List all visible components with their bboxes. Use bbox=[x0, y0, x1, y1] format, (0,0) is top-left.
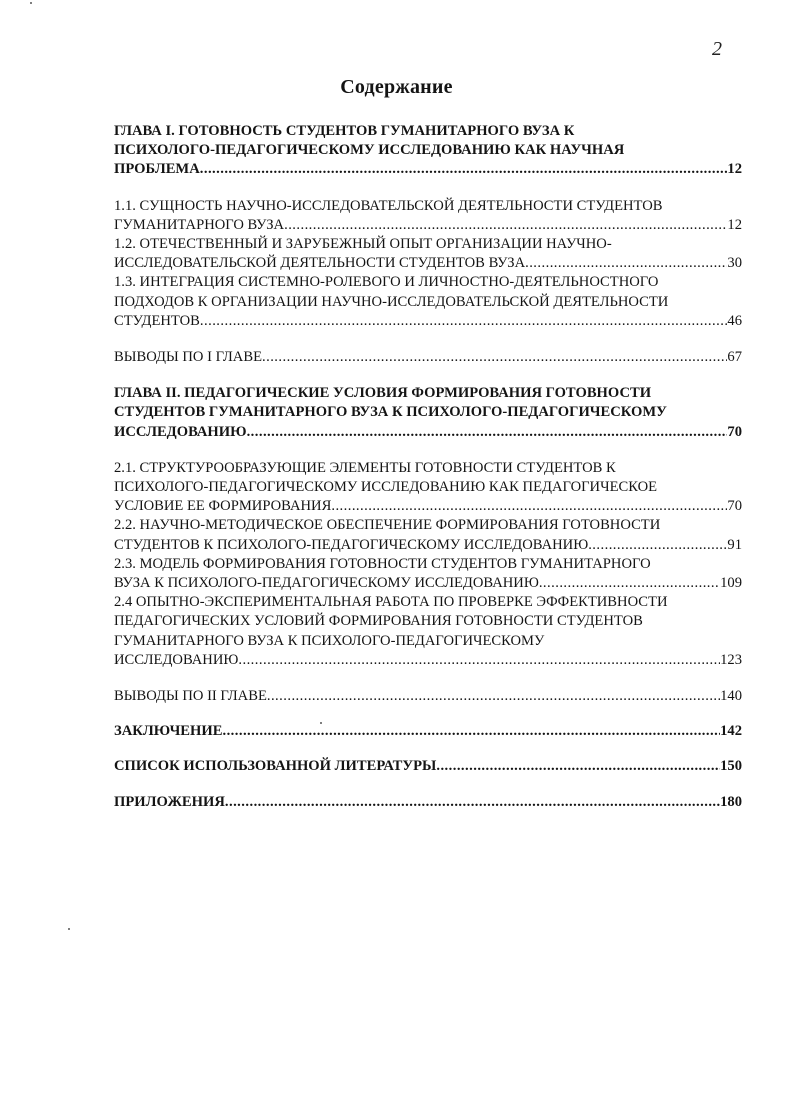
toc-entry-page-number: 91 bbox=[727, 536, 742, 553]
toc-entry-page-number: 109 bbox=[720, 575, 742, 592]
scan-speck bbox=[30, 2, 32, 4]
table-of-contents bbox=[114, 122, 742, 812]
toc-entry-line: 1.3. ИНТЕГРАЦИЯ СИСТЕМНО-РОЛЕВОГО И ЛИЧНОСТНО-ДЕЯТЕЛЬНОСТНОГО bbox=[114, 274, 659, 291]
toc-entry-line: 2.4 ОПЫТНО-ЭКСПЕРИМЕНТАЛЬНАЯ РАБОТА ПО ПРОВЕРКЕ ЭФФЕКТИВНОСТИ bbox=[114, 594, 668, 611]
toc-entry-page-number: 70 bbox=[727, 423, 742, 440]
dot-leader bbox=[588, 536, 727, 555]
toc-entry-leader-line bbox=[114, 757, 742, 776]
toc-entry bbox=[114, 235, 742, 273]
toc-entry bbox=[114, 459, 742, 517]
dot-leader bbox=[247, 423, 728, 442]
toc-entry bbox=[114, 384, 742, 442]
toc-entry bbox=[114, 516, 742, 554]
toc-entry-page-number: 12 bbox=[727, 216, 742, 233]
toc-entry-line: 2.3. МОДЕЛЬ ФОРМИРОВАНИЯ ГОТОВНОСТИ СТУДЕНТОВ ГУМАНИТАРНОГО bbox=[114, 555, 651, 572]
dot-leader bbox=[262, 348, 727, 367]
toc-entry-page-number: 30 bbox=[727, 255, 742, 272]
toc-entry-line: ПСИХОЛОГО-ПЕДАГОГИЧЕСКОМУ ИССЛЕДОВАНИЮ КАК ПЕДАГОГИЧЕСКОЕ bbox=[114, 479, 658, 496]
page-title: Содержание bbox=[340, 76, 453, 98]
toc-entry-leader-line bbox=[114, 312, 742, 331]
page-number: 2 bbox=[712, 38, 722, 60]
toc-entry-title: ИССЛЕДОВАНИЮ bbox=[114, 423, 247, 440]
toc-entry-page-number: 46 bbox=[727, 312, 742, 329]
toc-entry-title: ВЫВОДЫ ПО I ГЛАВЕ bbox=[114, 349, 262, 366]
toc-entry-title: ИССЛЕДОВАТЕЛЬСКОЙ ДЕЯТЕЛЬНОСТИ СТУДЕНТОВ ВУЗА bbox=[114, 255, 526, 272]
toc-entry-line: ПСИХОЛОГО-ПЕДАГОГИЧЕСКОМУ ИССЛЕДОВАНИЮ КАК НАУЧНАЯ bbox=[114, 142, 625, 159]
toc-entry-leader-line bbox=[114, 722, 742, 741]
toc-entry-title: ПРОБЛЕМА bbox=[114, 161, 200, 178]
dot-leader bbox=[525, 254, 727, 273]
toc-entry-line: ГЛАВА II. ПЕДАГОГИЧЕСКИЕ УСЛОВИЯ ФОРМИРОВАНИЯ ГОТОВНОСТИ bbox=[114, 385, 652, 402]
dot-leader bbox=[436, 757, 720, 776]
toc-entry-line: ГУМАНИТАРНОГО ВУЗА К ПСИХОЛОГО-ПЕДАГОГИЧЕСКОМУ bbox=[114, 632, 545, 649]
dot-leader bbox=[267, 687, 720, 706]
toc-entry-page-number: 140 bbox=[720, 688, 742, 705]
toc-entry bbox=[114, 793, 742, 812]
toc-entry-title: ИССЛЕДОВАНИЮ bbox=[114, 651, 239, 668]
toc-entry-leader-line bbox=[114, 687, 742, 706]
toc-entry-line: ПОДХОДОВ К ОРГАНИЗАЦИИ НАУЧНО-ИССЛЕДОВАТЕЛЬСКОЙ ДЕЯТЕЛЬНОСТИ bbox=[114, 293, 669, 310]
toc-entry bbox=[114, 687, 742, 706]
toc-entry bbox=[114, 273, 742, 331]
dot-leader bbox=[284, 216, 727, 235]
toc-entry-page-number: 180 bbox=[720, 793, 742, 810]
toc-entry-title: ЗАКЛЮЧЕНИЕ bbox=[114, 723, 223, 740]
toc-entry-title: ВЫВОДЫ ПО II ГЛАВЕ bbox=[114, 688, 267, 705]
toc-entry-leader-line bbox=[114, 423, 742, 442]
toc-entry-line: ГЛАВА I. ГОТОВНОСТЬ СТУДЕНТОВ ГУМАНИТАРНОГО ВУЗА К bbox=[114, 123, 575, 139]
dot-leader bbox=[331, 497, 727, 516]
toc-entry-page-number: 150 bbox=[720, 758, 742, 775]
dot-leader bbox=[539, 574, 720, 593]
toc-entry-line: ПЕДАГОГИЧЕСКИХ УСЛОВИЙ ФОРМИРОВАНИЯ ГОТОВНОСТИ СТУДЕНТОВ bbox=[114, 613, 643, 630]
toc-entry-title: СПИСОК ИСПОЛЬЗОВАННОЙ ЛИТЕРАТУРЫ bbox=[114, 758, 437, 775]
toc-entry-leader-line bbox=[114, 651, 742, 670]
toc-entry-leader-line bbox=[114, 497, 742, 516]
toc-entry-title: ГУМАНИТАРНОГО ВУЗА bbox=[114, 216, 285, 233]
toc-entry-line: 1.2. ОТЕЧЕСТВЕННЫЙ И ЗАРУБЕЖНЫЙ ОПЫТ ОРГАНИЗАЦИИ НАУЧНО- bbox=[114, 236, 612, 253]
toc-entry-line: СТУДЕНТОВ ГУМАНИТАРНОГО ВУЗА К ПСИХОЛОГО-ПЕДАГОГИЧЕСКОМУ bbox=[114, 404, 667, 421]
toc-entry bbox=[114, 555, 742, 593]
toc-entry-leader-line bbox=[114, 160, 742, 179]
toc-entry bbox=[114, 593, 742, 670]
dot-leader bbox=[238, 651, 720, 670]
toc-entry-page-number: 12 bbox=[727, 161, 742, 178]
toc-entry bbox=[114, 757, 742, 776]
toc-entry-page-number: 67 bbox=[727, 349, 742, 366]
toc-entry bbox=[114, 122, 742, 180]
dot-leader bbox=[200, 160, 728, 179]
toc-entry bbox=[114, 722, 742, 741]
toc-entry-title: ПРИЛОЖЕНИЯ bbox=[114, 793, 225, 810]
toc-entry-leader-line bbox=[114, 536, 742, 555]
scan-speck bbox=[68, 928, 70, 930]
toc-entry bbox=[114, 348, 742, 367]
dot-leader bbox=[200, 312, 727, 331]
toc-entry-leader-line bbox=[114, 216, 742, 235]
toc-entry-line: 1.1. СУЩНОСТЬ НАУЧНО-ИССЛЕДОВАТЕЛЬСКОЙ ДЕЯТЕЛЬНОСТИ СТУДЕНТОВ bbox=[114, 197, 663, 214]
toc-entry-leader-line bbox=[114, 793, 742, 812]
toc-entry-leader-line bbox=[114, 254, 742, 273]
toc-entry-title: СТУДЕНТОВ bbox=[114, 312, 200, 329]
toc-entry-line: 2.1. СТРУКТУРООБРАЗУЮЩИЕ ЭЛЕМЕНТЫ ГОТОВНОСТИ СТУДЕНТОВ К bbox=[114, 459, 616, 476]
toc-entry-leader-line bbox=[114, 574, 742, 593]
toc-entry-leader-line bbox=[114, 348, 742, 367]
toc-entry-title: ВУЗА К ПСИХОЛОГО-ПЕДАГОГИЧЕСКОМУ ИССЛЕДОВАНИЮ bbox=[114, 575, 539, 592]
toc-entry-line: 2.2. НАУЧНО-МЕТОДИЧЕСКОЕ ОБЕСПЕЧЕНИЕ ФОРМИРОВАНИЯ ГОТОВНОСТИ bbox=[114, 517, 661, 534]
toc-entry-title: УСЛОВИЕ ЕЕ ФОРМИРОВАНИЯ bbox=[114, 498, 332, 515]
dot-leader bbox=[225, 793, 720, 812]
toc-entry bbox=[114, 197, 742, 235]
toc-entry-title: СТУДЕНТОВ К ПСИХОЛОГО-ПЕДАГОГИЧЕСКОМУ ИССЛЕДОВАНИЮ bbox=[114, 536, 589, 553]
dot-leader bbox=[222, 722, 720, 741]
scan-speck bbox=[320, 722, 322, 724]
toc-entry-page-number: 123 bbox=[720, 651, 742, 668]
toc-entry-page-number: 142 bbox=[720, 723, 742, 740]
toc-entry-page-number: 70 bbox=[727, 498, 742, 515]
